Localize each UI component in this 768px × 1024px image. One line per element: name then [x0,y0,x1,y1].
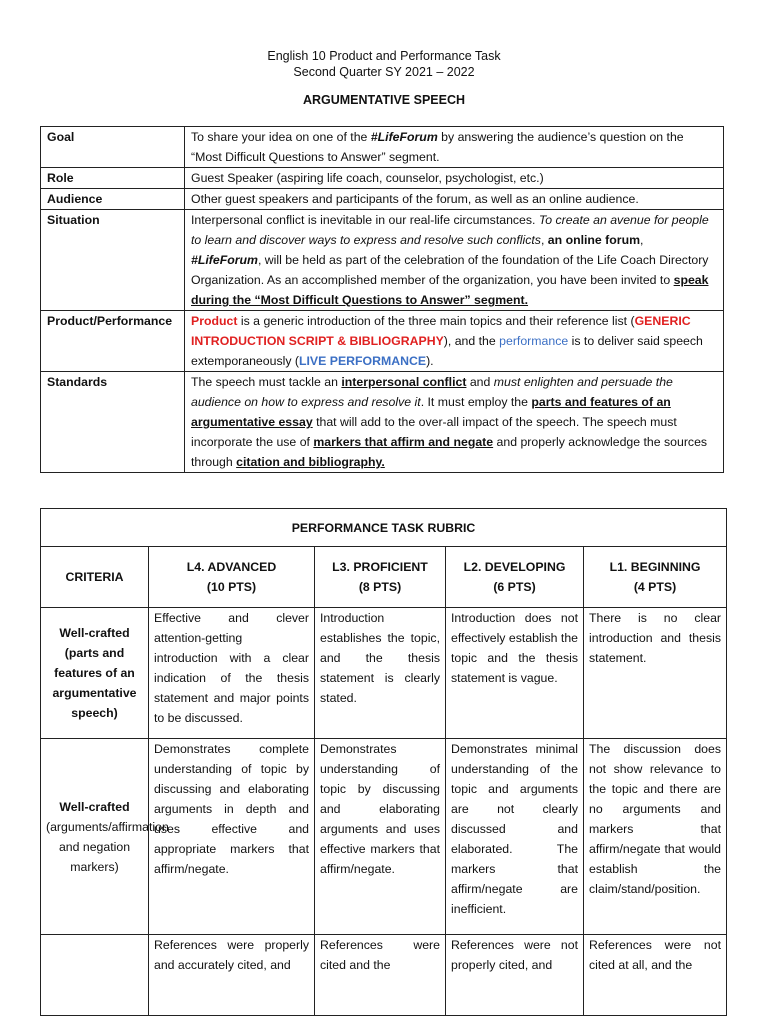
audience-text: Other guest speakers and participants of the forum, as well as an online audience. [185,189,724,210]
rubric-row [41,935,727,1016]
role-text: Guest Speaker (aspiring life coach, counselor, psychologist, etc.) [185,168,724,189]
criteria-header: CRITERIA [41,547,149,608]
level-3-cell: Introduction establishes the topic, and the thesis statement is clearly stated. [315,608,446,739]
goal-text: To share your idea on one of the #LifeForum by answering the audience’s question on the “Most Difficult Questions to Answer” segment. [185,127,724,168]
standards-label: Standards [41,372,185,473]
level-4-cell: References were properly and accurately cited, and [149,935,315,1016]
doc-subtitle: Second Quarter SY 2021 – 2022 [293,65,475,79]
criteria-cell: Well-crafted (arguments/affirmation and negation markers) [41,739,149,935]
level-2-cell: Introduction does not effectively establish the topic and the thesis statement is vague. [446,608,584,739]
rubric-header-row [41,547,727,608]
level-3-header: L3. PROFICIENT (8 PTS) [315,547,446,608]
product-label: Product/Performance [41,311,185,372]
level-4-header: L4. ADVANCED (10 PTS) [149,547,315,608]
audience-label: Audience [41,189,185,210]
rubric-row [41,608,727,739]
grasps-row-audience [41,189,724,210]
criteria-cell [41,935,149,1016]
level-1-cell: The discussion does not show relevance to the topic and there are no arguments and markers that affirm/negate that would establish the claim/stand/position. [584,739,727,935]
rubric-table [40,508,727,1016]
level-3-cell: References were cited and the [315,935,446,1016]
goal-label: Goal [41,127,185,168]
criteria-cell: Well-crafted (parts and features of an argumentative speech) [41,608,149,739]
level-2-header: L2. DEVELOPING (6 PTS) [446,547,584,608]
grasps-table [40,126,724,473]
grasps-row-situation [41,210,724,311]
situation-text: Interpersonal conflict is inevitable in our real-life circumstances. To create an avenue for people to learn and discover ways to express and resolve such conflicts, an online forum, #LifeForum, will be held as part of the celebration of the foundation of the Life Coach Directory Organization. As an accomplished member of the organization, you have been invited to speak during the “Most Difficult Questions to Answer” segment. [185,210,724,311]
standards-text: The speech must tackle an interpersonal conflict and must enlighten and persuade the audience on how to express and resolve it. It must employ the parts and features of an argumentative essay that will add to the over-all impact of the speech. The speech must incorporate the use of markers that affirm and negate and properly acknowledge the sources through citation and bibliography. [185,372,724,473]
role-label: Role [41,168,185,189]
level-4-cell: Effective and clever attention-getting introduction with a clear indication of the thesis statement and major points to be discussed. [149,608,315,739]
grasps-row-role [41,168,724,189]
grasps-row-product [41,311,724,372]
doc-heading: ARGUMENTATIVE SPEECH [302,93,466,107]
rubric-row [41,739,727,935]
doc-title: English 10 Product and Performance Task [267,49,501,63]
level-1-cell: There is no clear introduction and thesis statement. [584,608,727,739]
level-2-cell: References were not properly cited, and [446,935,584,1016]
grasps-row-goal [41,127,724,168]
situation-label: Situation [41,210,185,311]
level-1-cell: References were not cited at all, and the [584,935,727,1016]
level-2-cell: Demonstrates minimal understanding of the topic and arguments are not clearly discussed and elaborated. The markers that affirm/negate are inefficient. [446,739,584,935]
level-4-cell: Demonstrates complete understanding of topic by discussing and elaborating arguments in depth and uses effective and appropriate markers that affirm/negate. [149,739,315,935]
product-text: Product is a generic introduction of the three main topics and their reference list (GENERIC INTRODUCTION SCRIPT & BIBLIOGRAPHY), and the performance is to deliver said speech extemporaneously (LIVE PERFORMANCE). [185,311,724,372]
level-1-header: L1. BEGINNING (4 PTS) [584,547,727,608]
rubric-title: PERFORMANCE TASK RUBRIC [41,509,727,547]
level-3-cell: Demonstrates understanding of topic by discussing and elaborating arguments and uses effective markers that affirm/negate. [315,739,446,935]
grasps-row-standards [41,372,724,473]
